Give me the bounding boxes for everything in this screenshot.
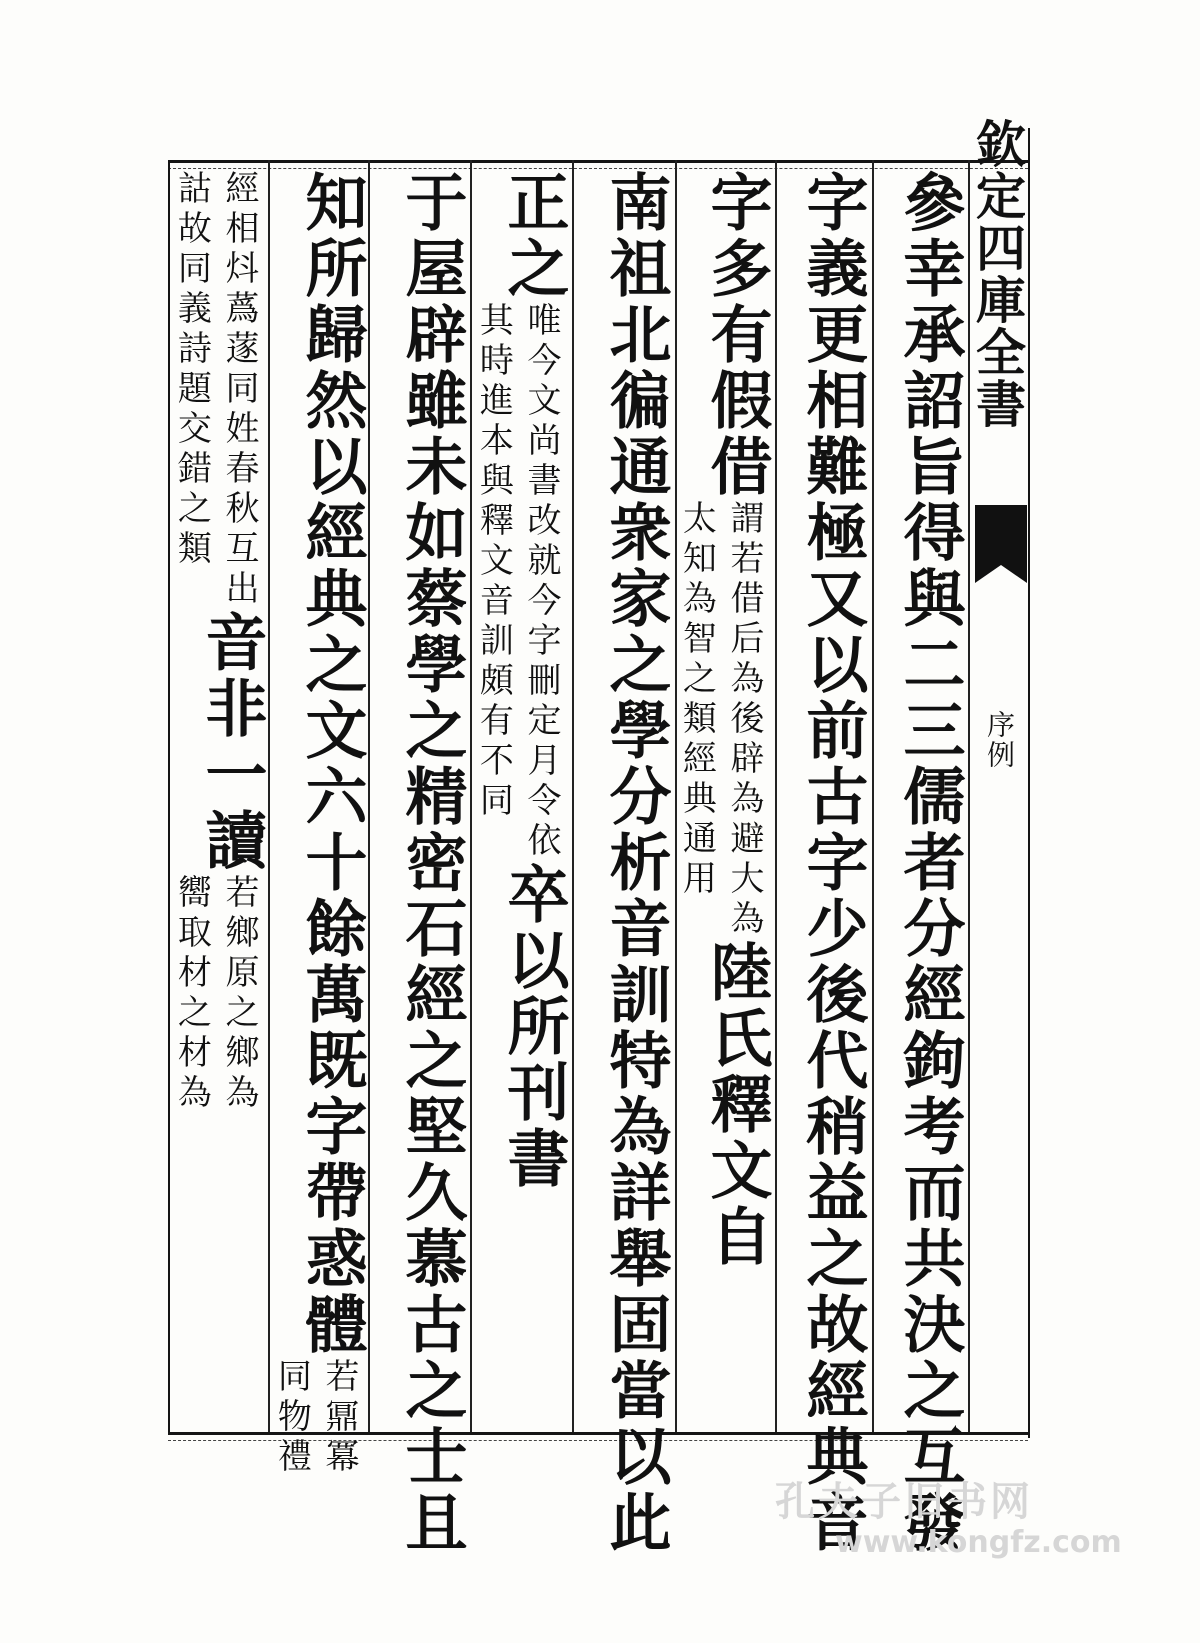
column-text: 參幸承詔旨得與二三儒者分經鉤考而共決之互發 (893, 170, 966, 1556)
commentary-line: 嚮取材之材為 (171, 874, 212, 1114)
book-title: 欽定四庫全書 (968, 118, 1027, 430)
commentary-line: 同物禮 (271, 1358, 312, 1478)
commentary-line: 若鄉原之鄉為 (219, 874, 259, 1114)
text-column-5 (473, 170, 570, 1420)
commentary-block (469, 302, 564, 862)
frame-right-rule (1028, 128, 1030, 1438)
text-column-7 (271, 170, 368, 1478)
column-text: 卒以所刊書 (497, 862, 570, 1192)
commentary-block (267, 1358, 362, 1478)
column-text: 音非一讀 (195, 610, 268, 874)
column-rule (572, 160, 574, 1432)
commentary-block (672, 500, 767, 940)
text-column-3 (676, 170, 773, 1420)
text-column-4 (582, 170, 672, 1556)
column-text: 正之 (497, 170, 570, 302)
fishtail-mark (975, 505, 1027, 565)
column-text: 陸氏釋文自 (700, 940, 773, 1270)
watermark-url: www.kongfz.com (835, 1525, 1122, 1560)
commentary-block (167, 170, 262, 610)
text-column-6 (378, 170, 468, 1556)
column-text: 于屋辟雖未如蔡學之精密石經之堅久慕古之士且 (395, 170, 468, 1556)
watermark-logo: 孔夫子旧书网 (775, 1479, 1033, 1525)
text-column-2 (783, 170, 869, 1556)
column-text: 字義更相難極又以前古字少後代稍益之故經典音 (796, 170, 869, 1556)
commentary-block (167, 874, 262, 1114)
commentary-line: 太知為智之類經典通用 (676, 500, 717, 900)
commentary-line: 詁故同義詩題交錯之類 (171, 170, 212, 570)
commentary-line: 其時進本與釋文音訓頗有不同 (473, 302, 514, 822)
column-rule (368, 160, 370, 1432)
column-rule (775, 160, 777, 1432)
commentary-line: 謂若借后為後辟為避大為 (724, 500, 764, 940)
column-text: 知所歸然以經典之文六十餘萬既字帶惑體 (295, 170, 368, 1358)
text-column-8 (171, 170, 268, 1420)
commentary-line: 若鼏冪 (319, 1358, 359, 1478)
column-rule (872, 160, 874, 1432)
frame-top-rule (168, 160, 1028, 163)
commentary-line: 唯今文尚書改就今字刪定月令依 (521, 302, 561, 862)
section-label: 序例 (983, 710, 1016, 770)
column-text: 南祖北徧通衆家之學分析音訓特為詳舉固當以此 (599, 170, 672, 1556)
column-text: 字多有假借 (700, 170, 773, 500)
text-column-1 (880, 170, 966, 1556)
commentary-line: 經相炓蔿蓫同姓春秋互出 (219, 170, 259, 610)
